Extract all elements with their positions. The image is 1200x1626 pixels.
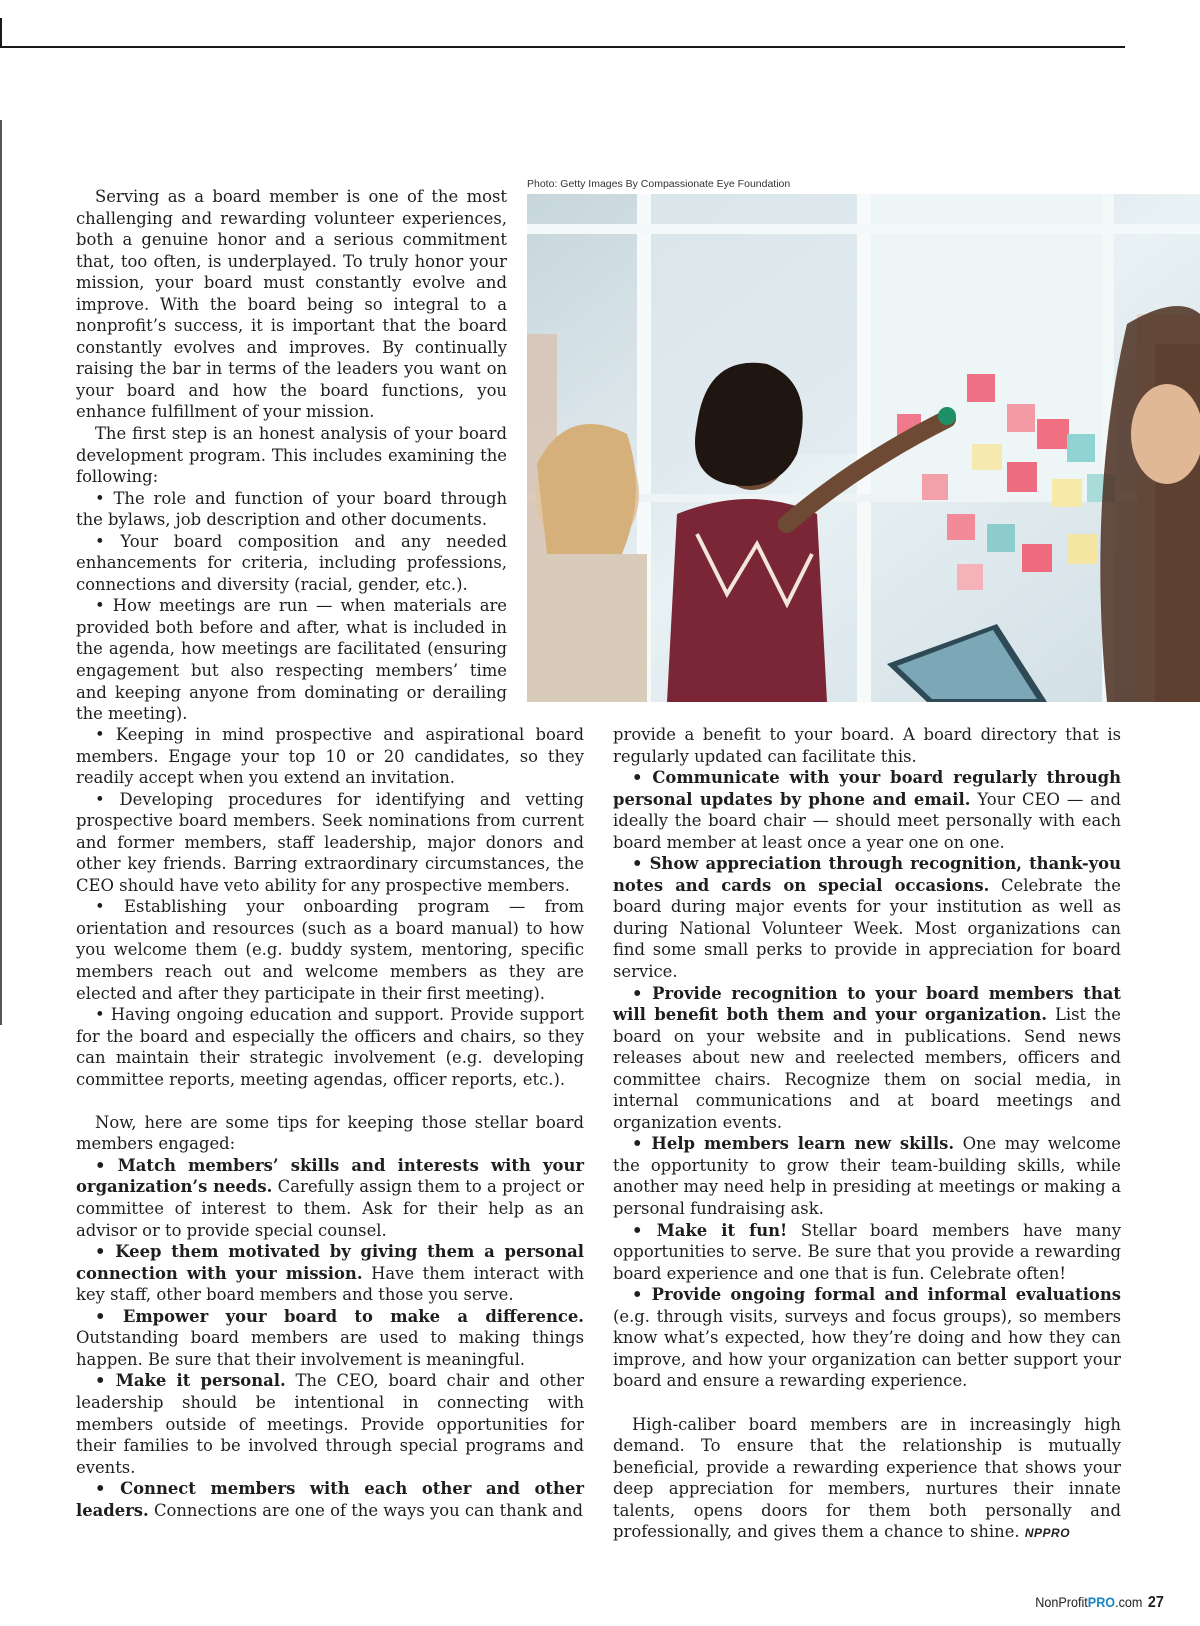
tip-heading: • Make it personal. bbox=[95, 1371, 286, 1391]
footer-site-brand: PRO bbox=[1087, 1594, 1116, 1610]
tip-body: (e.g. through visits, surveys and focus groups), so members know what’s expected, how they’re doing and how they can improve, and how your organization can better support your board and ensure a rewarding experience. bbox=[613, 1306, 1121, 1391]
tip-heading: • Provide recognition to your board members that will benefit both them and your organization. bbox=[613, 983, 1121, 1025]
article-column-right bbox=[613, 724, 1121, 1545]
tip-body: Carefully assign them to a project or committee of interest to them. Ask for their help as an advisor or to provide special counsel. bbox=[76, 1177, 584, 1240]
tip-item bbox=[613, 1284, 1121, 1392]
tip-body: One may welcome the opportunity to grow their team-building skills, while another may need help in presiding at meetings or making a personal fundraising ask. bbox=[613, 1134, 1121, 1219]
article-column-top bbox=[76, 186, 507, 725]
tip-heading: • Help members learn new skills. bbox=[632, 1134, 955, 1154]
tip-heading: • Show appreciation through recognition, thank-you notes and cards on special occasions. bbox=[613, 854, 1121, 895]
tip-heading: • Provide ongoing formal and informal evaluations bbox=[632, 1285, 1121, 1305]
tip-body: List the board on your website and in publications. Send news releases about new and reelected members, officers and committee chairs. Recognize them on social media, in internal communications and at board meetings and organization events. bbox=[613, 1005, 1122, 1132]
gutter-edge-line bbox=[0, 120, 2, 1025]
analysis-paragraph: The first step is an honest analysis of your board development program. This includes examining the following: bbox=[76, 424, 507, 487]
tip-item bbox=[76, 1306, 584, 1371]
intro-paragraph: Serving as a board member is one of the most challenging and rewarding volunteer experiences, both a genuine honor and a serious commitment that, too often, is underplayed. To truly honor your mission, your board must constantly evolve and improve. With the board being so integral to a nonprofit’s success, it is important that the board constantly evolves and improves. By continually raising the bar in terms of the leaders you want on your board and how the board functions, you enhance fulfillment of your mission. bbox=[76, 187, 507, 422]
analysis-bullet: • Developing procedures for identifying and vetting prospective board members. Seek nominations from current and former members, staff leadership, major donors and other key friends. Barring extraordinary circumstances, the CEO should have veto ability for any prospective members. bbox=[76, 789, 584, 895]
tip-body: Your CEO — and ideally the board chair — should meet personally with each board member at least once a year one on one. bbox=[613, 789, 1122, 852]
tip-heading: • Match members’ skills and interests with your organization’s needs. bbox=[76, 1155, 584, 1197]
tip-heading: • Keep them motivated by giving them a personal connection with your mission. bbox=[76, 1242, 584, 1283]
tip-body: Celebrate the board during major events for your institution as well as during National Volunteer Week. Most organizations can find some small perks to provide in appreciation for board service. bbox=[613, 875, 1121, 982]
tip-item bbox=[613, 853, 1121, 982]
tip-item bbox=[613, 983, 1121, 1134]
closing-text: High-caliber board members are in increasingly high demand. To ensure that the relationship is mutually beneficial, provide a rewarding experience that shows your deep appreciation for members, nurtures their innate talents, opens doors for them both personally and professionally, and gives them a chance to shine. bbox=[613, 1414, 1121, 1542]
header-tick bbox=[0, 18, 2, 46]
tip-heading: • Empower your board to make a difference. bbox=[95, 1306, 584, 1326]
tip-heading: • Connect members with each other and other leaders. bbox=[76, 1479, 584, 1520]
analysis-bullet: • How meetings are run — when materials are provided both before and after, what is included in the agenda, how meetings are facilitated (ensuring engagement but also respecting members’ time and keeping anyone from dominating or derailing the meeting). bbox=[76, 596, 507, 724]
closing-paragraph bbox=[613, 1414, 1121, 1545]
tip-heading: • Make it fun! bbox=[632, 1220, 788, 1240]
page-number: 27 bbox=[1147, 1594, 1164, 1611]
analysis-bullet: • The role and function of your board through the bylaws, job description and other documents. bbox=[76, 488, 507, 530]
analysis-bullet: • Your board composition and any needed enhancements for criteria, including professions, connections and diversity (racial, gender, etc.). bbox=[76, 531, 507, 594]
footer-site-prefix: NonProfit bbox=[1035, 1594, 1088, 1610]
continued-paragraph: provide a benefit to your board. A board directory that is regularly updated can facilitate this. bbox=[613, 725, 1121, 766]
article-column-left bbox=[76, 724, 584, 1521]
tip-item bbox=[613, 1220, 1121, 1285]
analysis-bullet: • Keeping in mind prospective and aspirational board members. Engage your top 10 or 20 candidates, so they readily accept when you extend an invitation. bbox=[76, 725, 584, 788]
tip-item bbox=[76, 1241, 584, 1306]
analysis-bullet: • Having ongoing education and support. Provide support for the board and especially the officers and chairs, so they can maintain their strategic involvement (e.g. developing committee reports, meeting agendas, officer reports, etc.). bbox=[76, 1005, 584, 1089]
tip-item bbox=[613, 1133, 1121, 1219]
tip-item bbox=[76, 1370, 584, 1478]
analysis-bullet: • Establishing your onboarding program — from orientation and resources (such as a board manual) to how you welcome them (e.g. buddy system, mentoring, specific members reach out and welcome members as they are elected and after they participate in their first meeting). bbox=[76, 897, 584, 1003]
tips-intro: Now, here are some tips for keeping those stellar board members engaged: bbox=[76, 1112, 584, 1154]
article-photo bbox=[527, 194, 1200, 702]
tip-body: Have them interact with key staff, other board members and those you serve. bbox=[76, 1263, 585, 1305]
footer-site-suffix: .com bbox=[1115, 1594, 1143, 1610]
tip-item bbox=[76, 1155, 584, 1241]
header-rule bbox=[0, 46, 1125, 48]
end-sign-off: NPPRO bbox=[1024, 1526, 1071, 1541]
tip-heading: • Communicate with your board regularly through personal updates by phone and email. bbox=[613, 768, 1121, 809]
tip-body: Stellar board members have many opportunities to serve. Be sure that you provide a rewarding board experience and one that is fun. Celebrate often! bbox=[613, 1220, 1121, 1283]
photo-credit: Photo: Getty Images By Compassionate Eye Foundation bbox=[527, 178, 791, 190]
tip-item bbox=[613, 767, 1121, 853]
page-footer bbox=[1035, 1594, 1164, 1612]
tip-body: Connections are one of the ways you can thank and bbox=[148, 1500, 583, 1520]
tip-item bbox=[76, 1478, 584, 1521]
tip-body: The CEO, board chair and other leadership should be intentional in connecting with members outside of meetings. Provide opportunities for their families to be involved through special programs and events. bbox=[76, 1371, 584, 1477]
tip-body: Outstanding board members are used to making things happen. Be sure that their involvement is meaningful. bbox=[76, 1328, 584, 1369]
